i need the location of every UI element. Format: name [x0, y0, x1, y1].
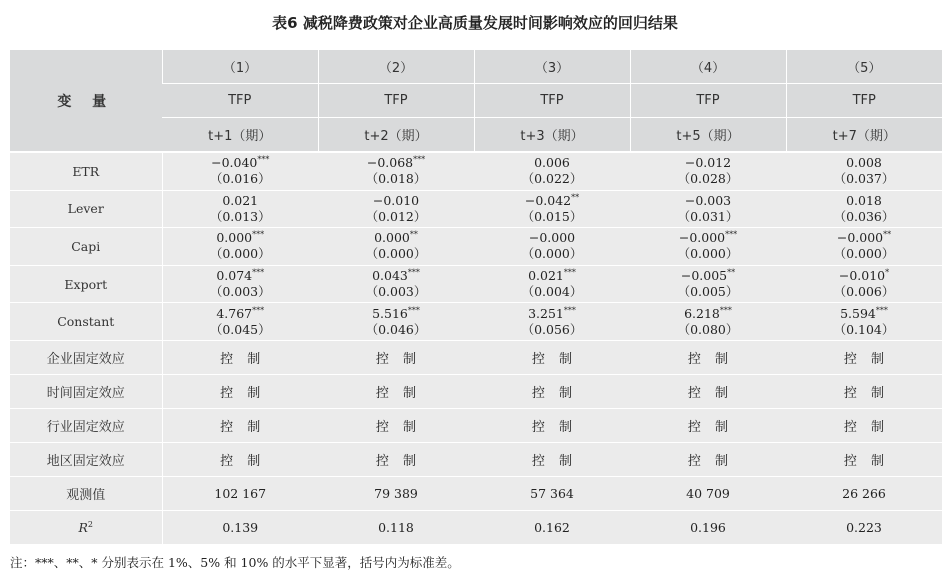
- coefficient-value: [163, 193, 319, 209]
- control-flag: 控 制: [318, 408, 474, 442]
- coefficient-cell: [786, 152, 942, 190]
- coefficient-number: 0.006: [534, 155, 570, 171]
- observation-count: 40 709: [630, 476, 786, 510]
- coefficient-cell: [162, 228, 318, 266]
- coefficient-number: 6.218: [684, 305, 720, 321]
- standard-error: （0.104）: [833, 321, 895, 337]
- coefficient-cell: [630, 152, 786, 190]
- summary-rows: [10, 476, 942, 544]
- standard-error: （0.022）: [521, 171, 583, 187]
- coefficient-number: 0.021: [528, 268, 564, 284]
- control-flag: 控 制: [162, 374, 318, 408]
- dependent-variable: TFP: [630, 84, 786, 118]
- control-flag: 控 制: [162, 442, 318, 476]
- coefficient-cell: [630, 228, 786, 266]
- significance-stars: **: [727, 267, 736, 277]
- coefficient-value: [163, 268, 319, 284]
- standard-error: （0.045）: [209, 321, 271, 337]
- standard-error: （0.028）: [677, 171, 739, 187]
- standard-error: （0.000）: [209, 246, 271, 262]
- r-squared-value: 0.139: [162, 510, 318, 544]
- row-label: 地区固定效应: [10, 442, 162, 476]
- coefficient-value: [474, 193, 630, 209]
- control-flag: 控 制: [162, 408, 318, 442]
- r-squared-value: 0.118: [318, 510, 474, 544]
- standard-error: （0.015）: [521, 208, 583, 224]
- row-label: Capi: [10, 228, 162, 266]
- control-flag: 控 制: [630, 442, 786, 476]
- row-label: 时间固定效应: [10, 374, 162, 408]
- coefficient-cell: [474, 265, 630, 303]
- coefficient-cell: [318, 152, 474, 190]
- coefficient-cell: [318, 228, 474, 266]
- coefficient-number: −0.010: [372, 192, 420, 208]
- coefficient-number: 0.021: [222, 192, 259, 208]
- coefficient-value: [474, 268, 630, 284]
- table-row: [10, 442, 942, 476]
- column-number: （4）: [630, 50, 786, 84]
- coefficient-value: [630, 268, 786, 284]
- coefficient-value: [474, 230, 630, 246]
- significance-stars: ***: [252, 230, 265, 240]
- coefficient-value: [318, 306, 474, 322]
- coefficient-cell: [162, 152, 318, 190]
- coefficient-cell: [786, 190, 942, 228]
- control-flag: 控 制: [786, 340, 942, 374]
- coefficient-number: 3.251: [528, 305, 564, 321]
- standard-error: （0.013）: [209, 208, 271, 224]
- significance-stars: **: [883, 230, 892, 240]
- coefficient-number: 0.000: [216, 230, 253, 246]
- significance-stars: ***: [252, 267, 265, 277]
- coefficient-cell: [630, 265, 786, 303]
- r-squared-exponent: 2: [87, 519, 93, 529]
- significance-stars: ***: [252, 305, 265, 315]
- significance-stars: ***: [719, 305, 732, 315]
- coefficient-number: 0.074: [216, 268, 253, 284]
- control-flag: 控 制: [786, 408, 942, 442]
- coefficient-rows: [10, 152, 942, 340]
- table-row: [10, 303, 942, 341]
- standard-error: （0.004）: [521, 284, 583, 300]
- coefficient-cell: [474, 152, 630, 190]
- table-row: [10, 374, 942, 408]
- observation-count: 79 389: [318, 476, 474, 510]
- coefficient-number: 5.594: [840, 305, 876, 321]
- coefficient-value: [786, 230, 942, 246]
- table-row: [10, 190, 942, 228]
- table-note: 注：***、**、* 分别表示在 1%、5% 和 10% 的水平下显著，括号内为标准差。: [10, 555, 460, 570]
- standard-error: （0.000）: [677, 246, 739, 262]
- control-flag: 控 制: [630, 374, 786, 408]
- standard-error: （0.046）: [365, 321, 427, 337]
- standard-error: （0.006）: [833, 284, 895, 300]
- coefficient-value: [786, 306, 942, 322]
- standard-error: （0.056）: [521, 321, 583, 337]
- coefficient-number: −0.068: [366, 155, 414, 171]
- standard-error: （0.012）: [365, 208, 427, 224]
- significance-stars: ***: [407, 267, 420, 277]
- control-flag: 控 制: [474, 340, 630, 374]
- coefficient-cell: [786, 303, 942, 341]
- table-title: 表6 减税降费政策对企业高质量发展时间影响效应的回归结果: [272, 14, 678, 32]
- dependent-variable: TFP: [474, 84, 630, 118]
- control-flag: 控 制: [318, 442, 474, 476]
- observation-count: 102 167: [162, 476, 318, 510]
- control-flag: 控 制: [630, 340, 786, 374]
- standard-error: （0.005）: [677, 284, 739, 300]
- significance-stars: **: [409, 230, 418, 240]
- dependent-variable: TFP: [786, 84, 942, 118]
- significance-stars: ***: [563, 267, 576, 277]
- coefficient-number: −0.010: [838, 268, 886, 284]
- standard-error: （0.018）: [365, 171, 427, 187]
- coefficient-number: −0.012: [684, 155, 732, 171]
- coefficient-cell: [630, 303, 786, 341]
- standard-error: （0.031）: [677, 208, 739, 224]
- coefficient-cell: [318, 265, 474, 303]
- column-number: （5）: [786, 50, 942, 84]
- period-header: t+5（期）: [630, 118, 786, 153]
- regression-table: [10, 50, 942, 544]
- coefficient-cell: [474, 228, 630, 266]
- coefficient-value: [786, 193, 942, 209]
- coefficient-value: [318, 155, 474, 171]
- coefficient-number: 0.043: [372, 268, 408, 284]
- r-squared-value: 0.162: [474, 510, 630, 544]
- standard-error: （0.036）: [833, 208, 895, 224]
- row-label: Constant: [10, 303, 162, 341]
- significance-stars: ***: [407, 305, 420, 315]
- significance-stars: ***: [257, 155, 270, 165]
- control-flag: 控 制: [474, 408, 630, 442]
- coefficient-cell: [474, 190, 630, 228]
- significance-stars: ***: [875, 305, 888, 315]
- control-flag: 控 制: [318, 374, 474, 408]
- coefficient-cell: [162, 265, 318, 303]
- observation-count: 57 364: [474, 476, 630, 510]
- coefficient-value: [163, 230, 319, 246]
- row-label: Export: [10, 265, 162, 303]
- significance-stars: ***: [413, 155, 426, 165]
- table-row: [10, 228, 942, 266]
- coefficient-cell: [630, 190, 786, 228]
- coefficient-cell: [474, 303, 630, 341]
- standard-error: （0.080）: [677, 321, 739, 337]
- control-flag: 控 制: [474, 442, 630, 476]
- r-squared-value: 0.223: [786, 510, 942, 544]
- row-label: 行业固定效应: [10, 408, 162, 442]
- fixed-effect-rows: [10, 340, 942, 476]
- coefficient-cell: [318, 190, 474, 228]
- table-row: [10, 152, 942, 190]
- coefficient-value: [163, 155, 319, 171]
- row-label: 企业固定效应: [10, 340, 162, 374]
- dependent-variable: TFP: [318, 84, 474, 118]
- column-number: （3）: [474, 50, 630, 84]
- control-flag: 控 制: [630, 408, 786, 442]
- period-header: t+1（期）: [162, 118, 318, 153]
- column-number: （2）: [318, 50, 474, 84]
- significance-stars: **: [571, 192, 580, 202]
- standard-error: （0.037）: [833, 171, 895, 187]
- coefficient-cell: [162, 190, 318, 228]
- significance-stars: ***: [563, 305, 576, 315]
- standard-error: （0.000）: [521, 246, 583, 262]
- coefficient-value: [630, 155, 786, 171]
- observation-count: 26 266: [786, 476, 942, 510]
- column-number: （1）: [162, 50, 318, 84]
- significance-stars: ***: [725, 230, 738, 240]
- standard-error: （0.003）: [365, 284, 427, 300]
- standard-error: （0.000）: [833, 246, 895, 262]
- r-squared-value: 0.196: [630, 510, 786, 544]
- coefficient-value: [318, 230, 474, 246]
- standard-error: （0.003）: [209, 284, 271, 300]
- coefficient-number: −0.040: [211, 155, 258, 171]
- standard-error: （0.016）: [209, 171, 271, 187]
- r-squared-symbol: R: [78, 520, 88, 536]
- table-row: [10, 340, 942, 374]
- coefficient-number: 0.018: [846, 192, 882, 208]
- table-row: [10, 408, 942, 442]
- coefficient-number: 5.516: [372, 305, 408, 321]
- coefficient-value: [318, 268, 474, 284]
- period-header: t+3（期）: [474, 118, 630, 153]
- coefficient-value: [630, 193, 786, 209]
- coefficient-number: 0.000: [374, 230, 410, 246]
- coefficient-cell: [162, 303, 318, 341]
- control-flag: 控 制: [162, 340, 318, 374]
- coefficient-value: [786, 155, 942, 171]
- table-row: [10, 476, 942, 510]
- standard-error: （0.000）: [365, 246, 427, 262]
- coefficient-number: −0.000: [836, 230, 884, 246]
- coefficient-value: [630, 230, 786, 246]
- table-row: [10, 510, 942, 544]
- variable-header: 变 量: [10, 50, 162, 152]
- coefficient-number: −0.003: [684, 192, 732, 208]
- coefficient-number: −0.005: [680, 268, 728, 284]
- row-label: Lever: [10, 190, 162, 228]
- coefficient-value: [630, 306, 786, 322]
- control-flag: 控 制: [786, 442, 942, 476]
- coefficient-cell: [786, 265, 942, 303]
- control-flag: 控 制: [474, 374, 630, 408]
- coefficient-cell: [318, 303, 474, 341]
- row-label: [10, 510, 162, 544]
- control-flag: 控 制: [786, 374, 942, 408]
- dependent-variable: TFP: [162, 84, 318, 118]
- coefficient-value: [163, 306, 319, 322]
- control-flag: 控 制: [318, 340, 474, 374]
- coefficient-number: −0.000: [678, 230, 726, 246]
- row-label: 观测值: [10, 476, 162, 510]
- coefficient-number: 0.008: [846, 155, 882, 171]
- coefficient-value: [474, 155, 630, 171]
- significance-stars: *: [885, 267, 890, 277]
- coefficient-number: −0.042: [524, 192, 572, 208]
- coefficient-number: −0.000: [528, 230, 576, 246]
- coefficient-value: [318, 193, 474, 209]
- coefficient-cell: [786, 228, 942, 266]
- period-header: t+2（期）: [318, 118, 474, 153]
- row-label: ETR: [10, 152, 162, 190]
- period-header: t+7（期）: [786, 118, 942, 153]
- coefficient-value: [786, 268, 942, 284]
- coefficient-number: 4.767: [216, 305, 253, 321]
- coefficient-value: [474, 306, 630, 322]
- table-row: [10, 265, 942, 303]
